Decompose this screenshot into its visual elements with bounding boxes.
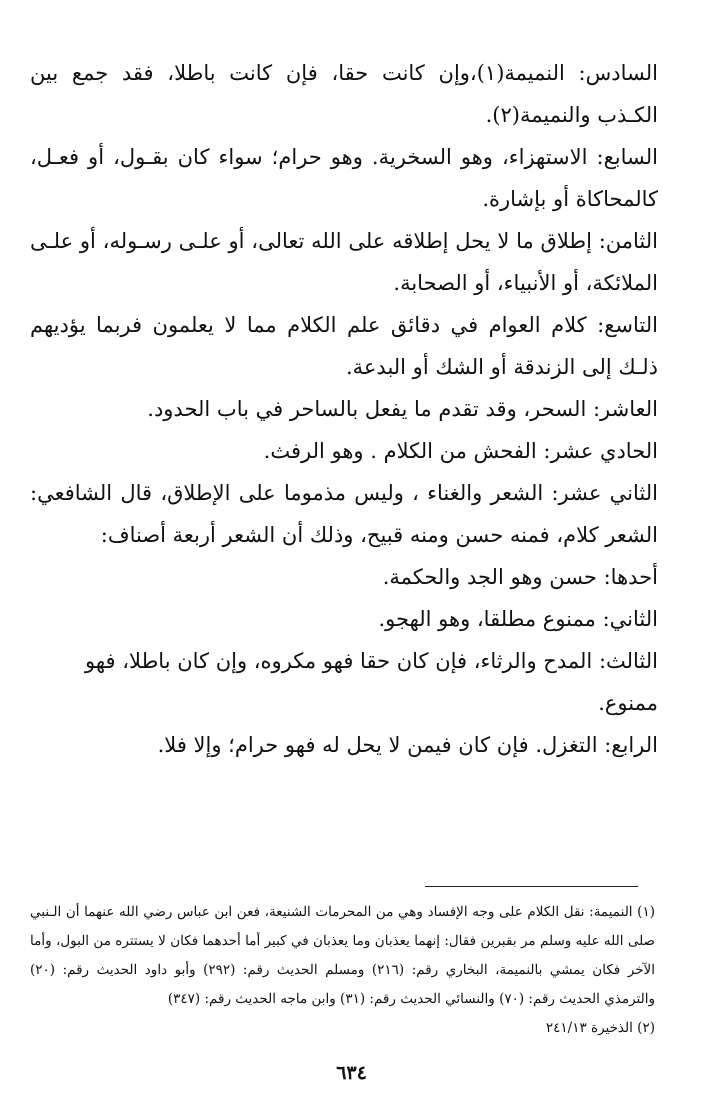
item-text: المدح والرثاء، فإن كان حقا فهو مكروه، وإن كان باطلا، فهو ممنوع. (85, 649, 658, 715)
paragraph-label: السادس: (578, 61, 658, 85)
paragraph-text: النميمة(١)،وإن كانت حقا، فإن كانت باطلا، فقد جمع بين الكـذب والنميمة(٢). (30, 61, 658, 127)
footnote-1: (١) النميمة: نقل الكلام على وجه الإفساد وهي من المحرمات الشنيعة، فعن ابن عباس رضي الله عنهما أن الـنبي صلى الله عليه وسلم مر بقبرين فقال: إنهما يعذبان وما يعذبان في كبير أما أحدهما فكان لا يستتره من البول، وأما الآخر فكان يمشي بالنميمة، البخاري رقم: (٢١٦) ومسلم الحديث رقم: (٢٩٢) وأبو داود الحديث رقم: (٢٠) والترمذي الحديث رقم: (٧٠) والنسائي الحديث رقم: (٣١) وابن ماجه الحديث رقم: (٣٤٧) (30, 904, 655, 1007)
paragraph-ninth (30, 304, 658, 388)
page-number: ٦٣٤ (336, 1062, 367, 1084)
paragraph-label: الثاني عشر: (551, 481, 658, 505)
paragraph-label: العاشر: (592, 397, 658, 421)
paragraph-seventh (30, 136, 658, 220)
poetry-type-third (30, 640, 658, 724)
poetry-type-second (30, 598, 658, 640)
paragraph-text: الفحش من الكلام . وهو الرفث. (263, 439, 537, 463)
main-text (30, 52, 658, 766)
item-text: حسن وهو الجد والحكمة. (382, 565, 597, 589)
paragraph-twelfth (30, 472, 658, 556)
poetry-type-fourth (30, 724, 658, 766)
item-label: الرابع: (604, 733, 658, 757)
item-text: ممنوع مطلقا، وهو الهجو. (378, 607, 596, 631)
footnotes (30, 898, 655, 1043)
paragraph-text: السحر، وقد تقدم ما يفعل بالساحر في باب الحدود. (147, 397, 587, 421)
footnote-2: (٢) الذخيرة ٢٤١/١٣ (545, 1020, 655, 1036)
footnote-divider (425, 886, 638, 887)
paragraph-text: كلام العوام في دقائق علم الكلام مما لا يعلمون فربما يؤديهم ذلـك إلى الزندقة أو الشك أو البدعة. (30, 313, 658, 379)
poetry-type-first (30, 556, 658, 598)
paragraph-label: الثامن: (598, 229, 658, 253)
paragraph-text: الاستهزاء، وهو السخرية. وهو حرام؛ سواء كان بقـول، أو فعـل، كالمحاكاة أو بإشارة. (30, 145, 658, 211)
paragraph-eighth (30, 220, 658, 304)
paragraph-text: إطلاق ما لا يحل إطلاقه على الله تعالى، أو علـى رسـوله، أو علـى الملائكة، أو الأنبياء، أو الصحابة. (30, 229, 658, 295)
paragraph-label: السابع: (596, 145, 658, 169)
paragraph-tenth (30, 388, 658, 430)
item-text: التغزل. فإن كان فيمن لا يحل له فهو حرام؛ وإلا فلا. (157, 733, 598, 757)
item-label: الثالث: (598, 649, 658, 673)
item-label: الثاني: (602, 607, 658, 631)
paragraph-label: الحادي عشر: (543, 439, 658, 463)
paragraph-label: التاسع: (597, 313, 658, 337)
item-label: أحدها: (603, 565, 658, 589)
paragraph-eleventh (30, 430, 658, 472)
paragraph-sixth (30, 52, 658, 136)
paragraph-text: الشعر والغناء ، وليس مذموما على الإطلاق، قال الشافعي: الشعر كلام، فمنه حسن ومنه قبيح، وذلك أن الشعر أربعة أصناف: (30, 481, 658, 547)
